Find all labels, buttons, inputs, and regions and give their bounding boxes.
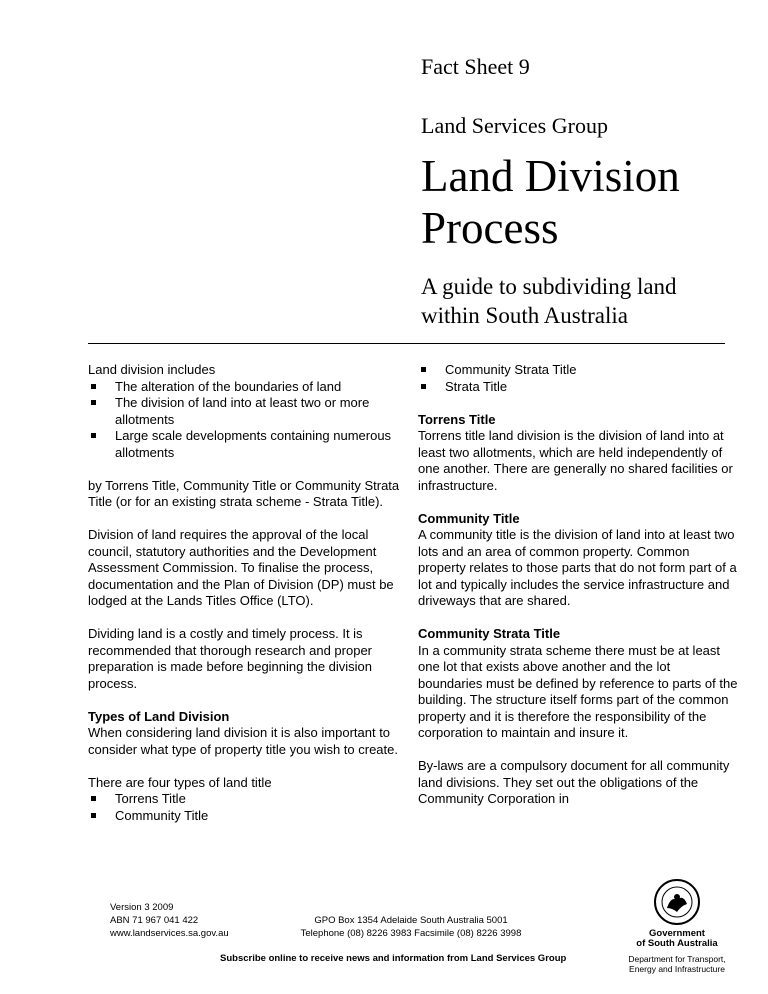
gov-name [622, 929, 732, 949]
types-heading: Types of Land Division [88, 708, 230, 724]
approval-paragraph: Division of land requires the approval of the local council, statutory authorities and the Development Assessment Commission. To finalise the process, documentation and the Plan of Division (DP) must be lodged at the Lands Titles Office (LTO). [88, 527, 394, 608]
title-line-1: Land Division [421, 151, 680, 201]
list-item: The alteration of the boundaries of land [88, 379, 404, 396]
header-divider [88, 343, 725, 344]
community-heading: Community Title [418, 510, 520, 526]
types-list [88, 791, 404, 824]
four-types-text: There are four types of land title [88, 774, 272, 790]
list-item: Community Title [88, 808, 404, 825]
list-item: Large scale developments containing numerous allotments [88, 428, 404, 461]
list-item: Community Strata Title [418, 362, 738, 379]
website-text: www.landservices.sa.gov.au [110, 928, 229, 939]
intro-text: Land division includes [88, 362, 216, 377]
list-item: The division of land into at least two or more allotments [88, 395, 404, 428]
strata-paragraph: In a community strata scheme there must be at least one lot that exists above another and the lot boundaries must be defined by reference to parts of the building. The structure itself forms part of the common property and it is therefore the responsibility of the corporation to maintain and insure it. [418, 642, 738, 740]
group-name: Land Services Group [421, 113, 608, 138]
by-title-paragraph: by Torrens Title, Community Title or Community Strata Title (or for an existing strata scheme - Strata Title). [88, 477, 400, 509]
page-subtitle [421, 272, 677, 330]
subtitle-line-1: A guide to subdividing land [421, 274, 677, 299]
page-title [421, 150, 680, 254]
seal-icon [653, 878, 701, 926]
left-column [88, 362, 404, 824]
subtitle-line-2: within South Australia [421, 303, 628, 328]
phone-text: Telephone (08) 8226 3983 Facsimile (08) 8226 3998 [300, 928, 522, 939]
community-paragraph: A community title is the division of land into at least two lots and an area of common property. Common property relates to those parts that do not form part of a lot and typically includes the service infrastructure and driveways that are shared. [418, 527, 737, 608]
types-paragraph: When considering land division it is also important to consider what type of property title you wish to create. [88, 725, 398, 757]
dept-line-1: Department for Transport, [628, 954, 726, 964]
abn-text: ABN 71 967 041 422 [110, 915, 199, 926]
torrens-paragraph: Torrens title land division is the division of land into at least two allotments, which are held independently of one another. There are generally no shared facilities or infrastructure. [418, 428, 733, 493]
list-item: Strata Title [418, 379, 738, 396]
right-column [418, 362, 738, 808]
title-line-2: Process [421, 203, 559, 253]
dept-name [622, 955, 732, 974]
fact-sheet-label: Fact Sheet 9 [421, 54, 530, 79]
strata-heading: Community Strata Title [418, 626, 561, 641]
subscribe-text: Subscribe online to receive news and information from Land Services Group [220, 953, 567, 964]
types-list-continued [418, 362, 738, 395]
cost-paragraph: Dividing land is a costly and timely process. It is recommended that thorough research and proper preparation is made before beginning the division process. [88, 626, 373, 691]
address-text: GPO Box 1354 Adelaide South Australia 5001 [314, 915, 508, 926]
dept-line-2: Energy and Infrastructure [629, 963, 725, 974]
footer-contact-block [297, 914, 525, 940]
gov-line-2: of South Australia [636, 938, 718, 949]
gov-line-1: Government [649, 928, 705, 939]
list-item: Torrens Title [88, 791, 404, 808]
bylaws-paragraph: By-laws are a compulsory document for all community land divisions. They set out the obligations of the Community Corporation in [418, 758, 730, 806]
government-logo [622, 878, 732, 974]
torrens-heading: Torrens Title [418, 411, 496, 427]
intro-list [88, 379, 404, 462]
version-text: Version 3 2009 [110, 902, 174, 913]
footer-version-block [110, 901, 229, 940]
